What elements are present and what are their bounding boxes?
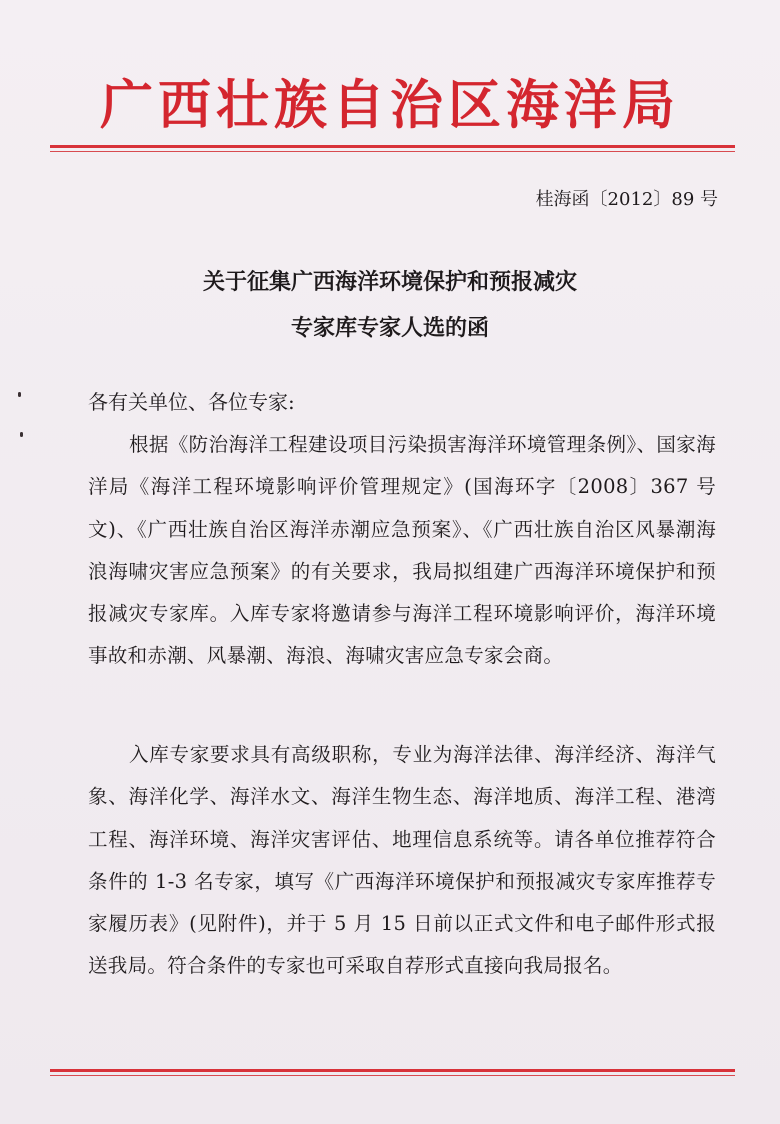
document-title-line2: 专家库专家人选的函 [290, 315, 489, 341]
salutation: 各有关单位、各位专家: [88, 390, 295, 414]
scan-speck [18, 392, 21, 397]
document-title-line1: 关于征集广西海洋环境保护和预报减灾 [202, 269, 577, 295]
footer-red-rule-thin [50, 1075, 735, 1076]
body-paragraph-2: 入库专家要求具有高级职称，专业为海洋法律、海洋经济、海洋气象、海洋化学、海洋水文、海洋生物生态、海洋地质、海洋工程、港湾工程、海洋环境、海洋灾害评估、地理信息系统等。请各单位推荐符合条件的 1-3 名专家，填写《广西海洋环境保护和预报减灾专家库推荐专家履历表》(见附件)，并于 5 月 15 日前以正式文件和电子邮件形式报送我局。符合条件的专家也可采取自荐形式直接向我局报名。 [88, 743, 716, 978]
header-red-rule-thin [50, 151, 735, 152]
footer-red-rule-thick [50, 1069, 735, 1072]
header-red-rule-thick [50, 145, 735, 148]
letterhead-title: 广西壮族自治区海洋局 [100, 74, 680, 136]
body-paragraph-1: 根据《防治海洋工程建设项目污染损害海洋环境管理条例》、国家海洋局《海洋工程环境影响评价管理规定》(国海环字〔2008〕367 号文)、《广西壮族自治区海洋赤潮应急预案》、《广西壮族自治区风暴潮海浪海啸灾害应急预案》的有关要求，我局拟组建广西海洋环境保护和预报减灾专家库。入库专家将邀请参与海洋工程环境影响评价，海洋环境事故和赤潮、风暴潮、海浪、海啸灾害应急专家会商。 [88, 433, 716, 668]
scan-speck [20, 432, 23, 437]
document-number: 桂海函〔2012〕89 号 [535, 189, 718, 210]
